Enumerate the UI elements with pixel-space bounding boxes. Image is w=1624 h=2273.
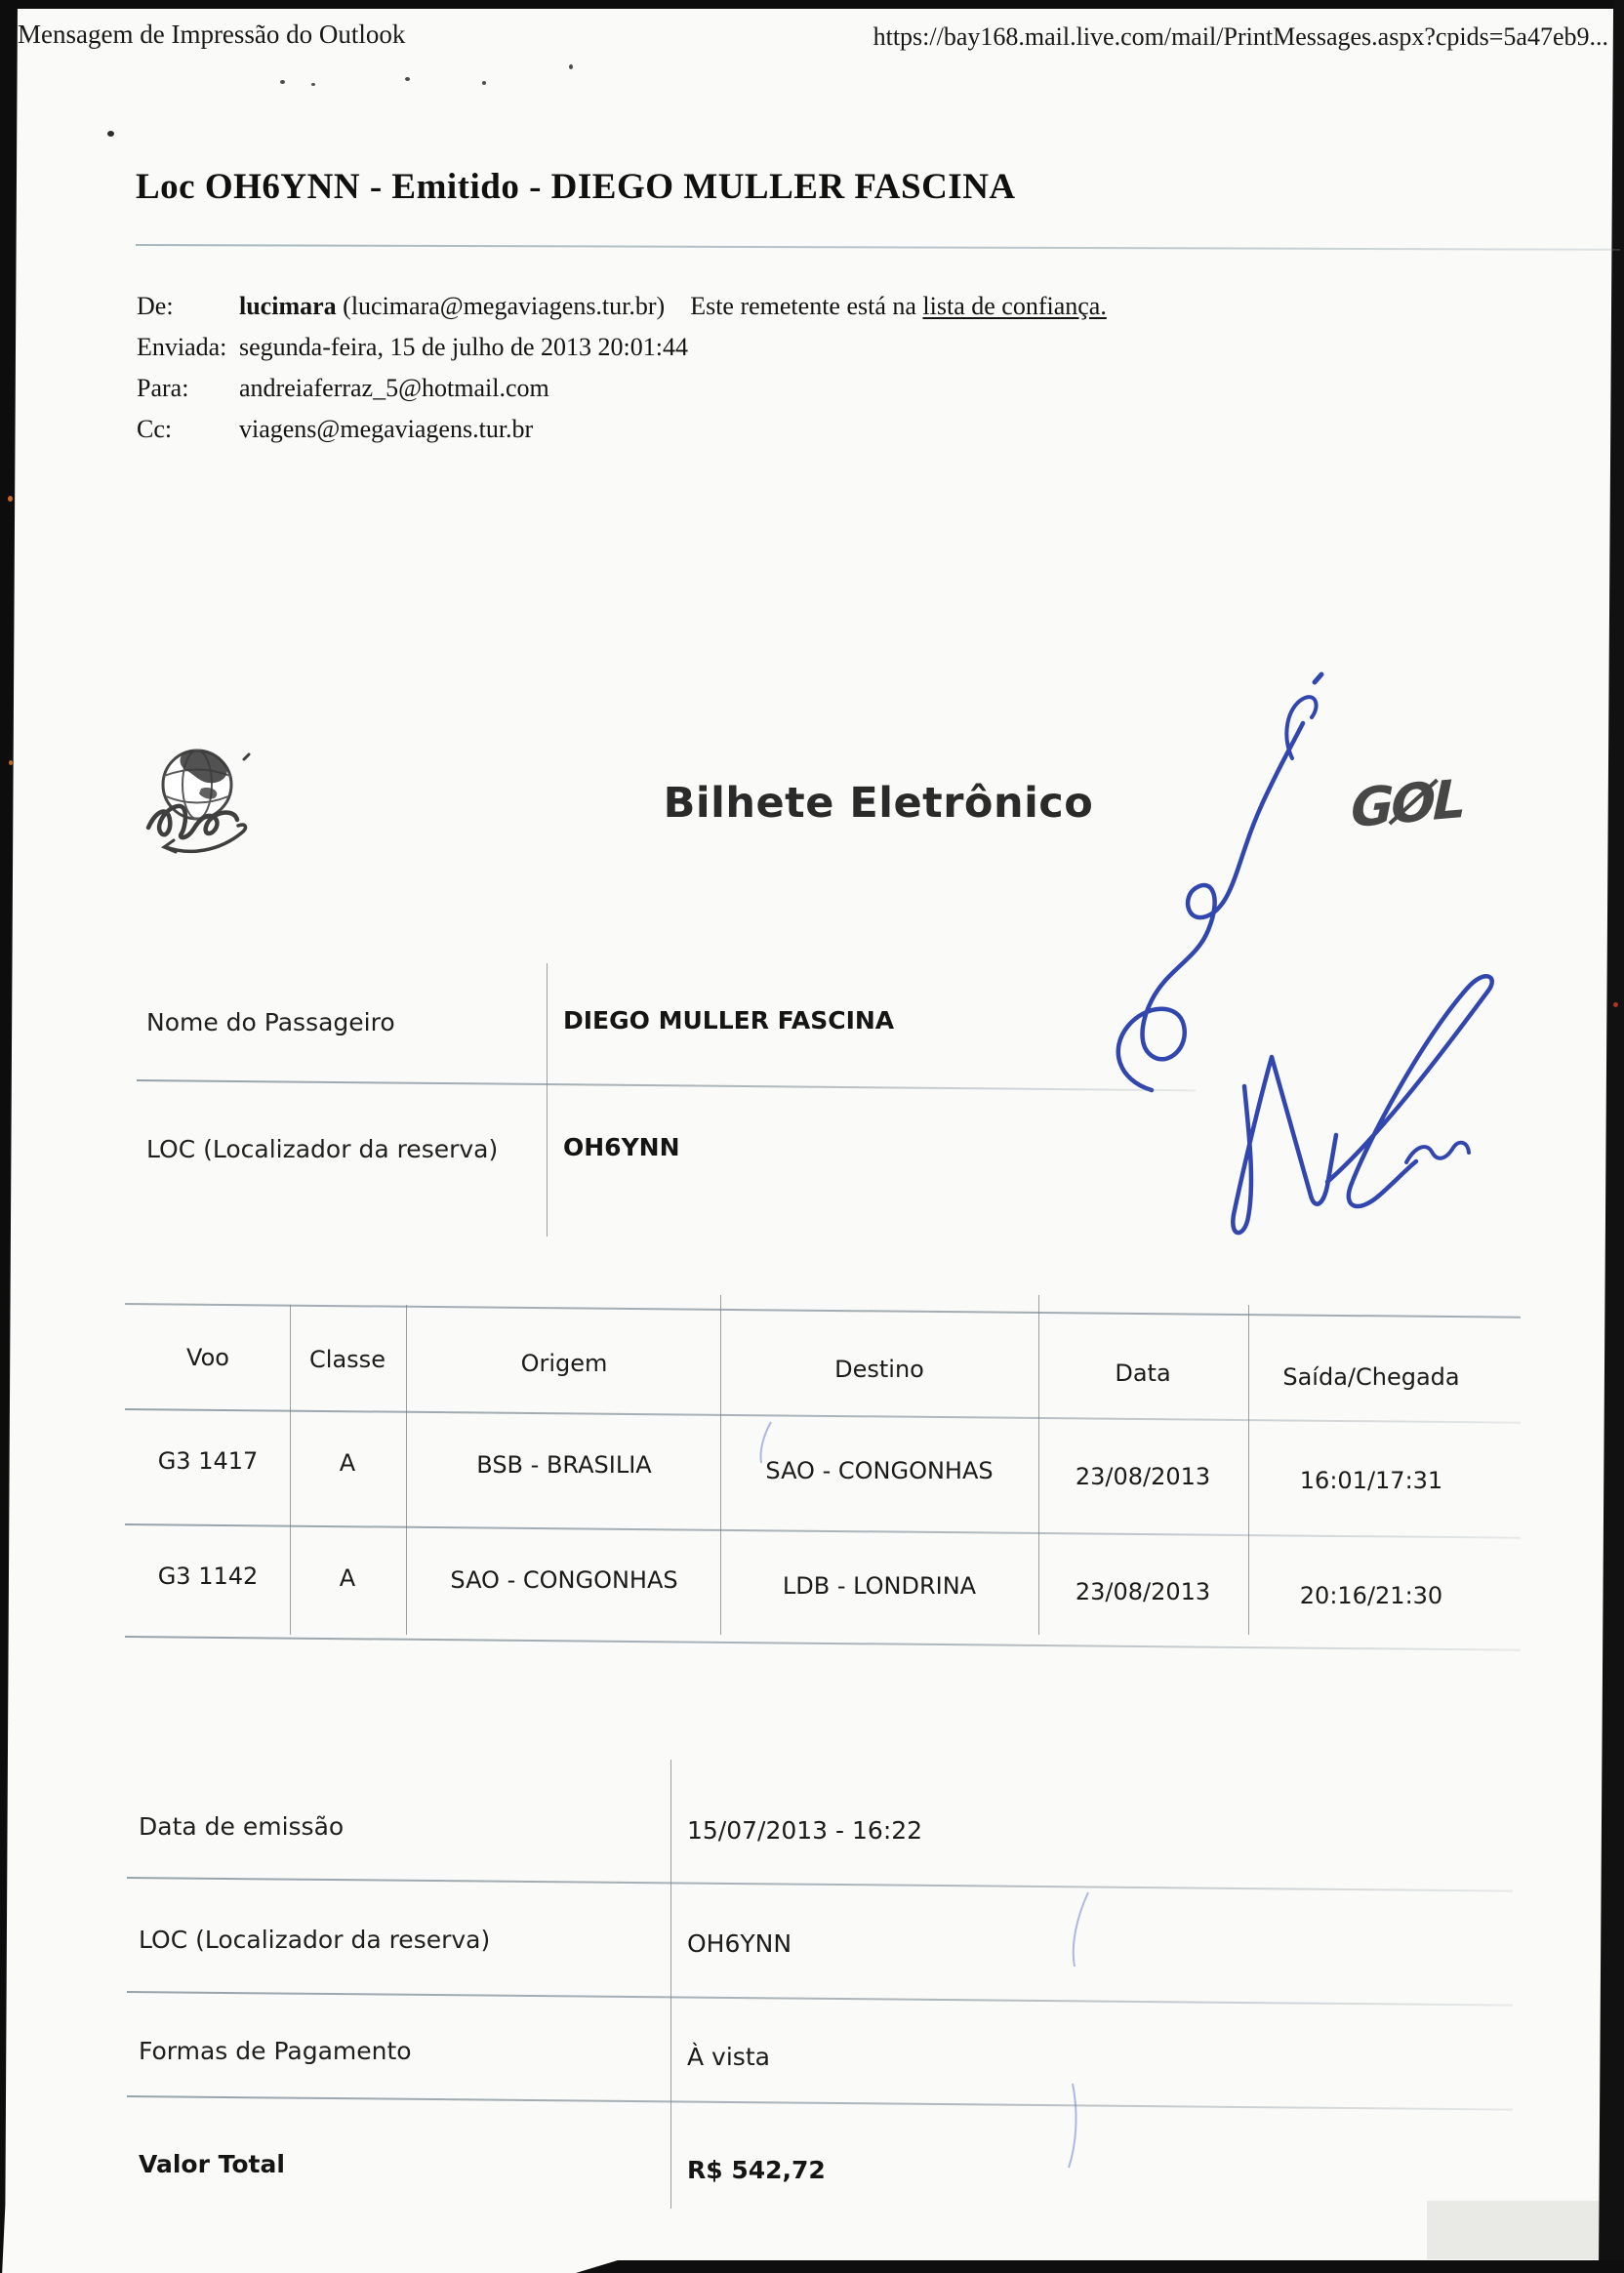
issue-date-label: Data de emissão <box>139 1812 345 1841</box>
passenger-name-value: DIEGO MULLER FASCINA <box>563 1006 895 1035</box>
scan-edge-left <box>0 0 18 2273</box>
total-amount-label: Valor Total <box>139 2150 285 2178</box>
total-amount-value: R$ 542,72 <box>687 2156 826 2184</box>
scan-speck <box>1613 1002 1618 1007</box>
flight-table-top-border <box>125 1303 1521 1319</box>
cc-label: Cc: <box>137 415 173 443</box>
from-sender-name: lucimara <box>239 292 337 320</box>
scan-speck <box>482 81 486 85</box>
from-value <box>239 286 1107 327</box>
scan-speck <box>107 131 114 137</box>
ticket-title: Bilhete Eletrônico <box>663 779 1094 828</box>
scan-speck <box>569 64 573 69</box>
booking-loc-value: OH6YNN <box>563 1133 680 1161</box>
col-header-origem: Origem <box>520 1350 608 1377</box>
col-header-classe: Classe <box>309 1346 386 1373</box>
col-header-data: Data <box>1115 1360 1171 1387</box>
scan-speck <box>8 496 13 502</box>
meta-row-cc <box>137 409 1107 450</box>
flight-table-bottom-border <box>125 1636 1521 1651</box>
flight-table-header-separator <box>125 1408 1521 1424</box>
sent-value: segunda-feira, 15 de julho de 2013 20:01:44 <box>239 333 688 361</box>
flight-row2-origem: SAO - CONGONHAS <box>450 1566 678 1594</box>
flight-row1-data: 23/08/2013 <box>1075 1463 1211 1490</box>
flight-row2-saida-chegada: 20:16/21:30 <box>1299 1582 1443 1609</box>
from-label: De: <box>137 292 174 320</box>
col-header-saida-chegada: Saída/Chegada <box>1282 1363 1460 1391</box>
print-url: https://bay168.mail.live.com/mail/PrintMessages.aspx?cpids=5a47eb9... <box>873 22 1608 51</box>
passenger-table <box>137 961 1503 1244</box>
trusted-list-link[interactable]: lista de confiança. <box>922 292 1107 320</box>
flight-col-divider <box>290 1305 291 1635</box>
summary-row-separator <box>127 1877 1513 1892</box>
flight-row1-classe: A <box>339 1449 356 1477</box>
scan-speck <box>405 77 410 81</box>
email-meta-block <box>137 286 1107 450</box>
summary-table-divider <box>670 1760 671 2209</box>
payment-method-label: Formas de Pagamento <box>139 2037 412 2065</box>
flight-row1-voo: G3 1417 <box>157 1447 259 1475</box>
pen-stray-mark <box>750 1418 779 1467</box>
from-sender-email: (lucimara@megaviagens.tur.br) <box>343 292 666 320</box>
scan-edge-bottom <box>576 2260 1624 2273</box>
payment-method-value: À vista <box>687 2043 770 2071</box>
scan-speck <box>280 80 285 84</box>
flight-col-divider <box>406 1305 407 1635</box>
col-header-destino: Destino <box>834 1356 924 1383</box>
flight-row1-destino: SAO - CONGONHAS <box>765 1457 994 1484</box>
print-app-title: Mensagem de Impressão do Outlook <box>18 20 406 49</box>
scan-edge-right <box>1599 0 1624 2273</box>
flight-row1-origem: BSB - BRASILIA <box>476 1451 652 1479</box>
flight-row2-data: 23/08/2013 <box>1075 1578 1211 1605</box>
flight-row1-saida-chegada: 16:01/17:31 <box>1299 1467 1443 1494</box>
to-label: Para: <box>137 374 189 402</box>
meta-row-sent <box>137 327 1107 368</box>
flight-row2-voo: G3 1142 <box>157 1563 259 1590</box>
flight-col-divider <box>1038 1295 1039 1635</box>
meta-row-to <box>137 368 1107 409</box>
passenger-table-divider <box>547 963 548 1237</box>
to-value: andreiaferraz_5@hotmail.com <box>239 374 549 402</box>
issue-date-value: 15/07/2013 - 16:22 <box>687 1816 923 1845</box>
passenger-name-label: Nome do Passageiro <box>146 1008 395 1036</box>
scan-speck <box>311 83 315 86</box>
sent-label: Enviada: <box>137 333 227 361</box>
flight-row-separator <box>125 1523 1521 1539</box>
gol-airline-logo: GØL <box>1350 767 1464 840</box>
scan-edge-top <box>0 0 1624 9</box>
summary-row-separator <box>127 2095 1513 2111</box>
flight-col-divider <box>720 1295 721 1635</box>
meta-row-from <box>137 286 1107 327</box>
summary-loc-label: LOC (Localizador da reserva) <box>139 1926 491 1954</box>
passenger-row-separator <box>137 1079 1196 1091</box>
flight-col-divider <box>1248 1305 1249 1635</box>
flight-row2-destino: LDB - LONDRINA <box>782 1572 977 1600</box>
subject-divider-line <box>136 244 1620 251</box>
cc-value: viagens@megaviagens.tur.br <box>239 415 534 443</box>
travel-agency-logo <box>137 738 264 865</box>
flight-table <box>125 1303 1521 1640</box>
ticket-summary-table <box>127 1752 1513 2211</box>
summary-loc-value: OH6YNN <box>687 1929 792 1958</box>
trusted-sender-note: Este remetente está na <box>690 292 916 320</box>
email-subject-title: Loc OH6YNN - Emitido - DIEGO MULLER FASCINA <box>136 167 1016 207</box>
pen-stray-mark <box>1059 1888 1098 2172</box>
flight-row2-classe: A <box>339 1564 356 1592</box>
booking-loc-label: LOC (Localizador da reserva) <box>146 1135 499 1163</box>
scan-speck <box>9 760 13 765</box>
summary-row-separator <box>127 1991 1513 2007</box>
col-header-voo: Voo <box>186 1344 229 1371</box>
